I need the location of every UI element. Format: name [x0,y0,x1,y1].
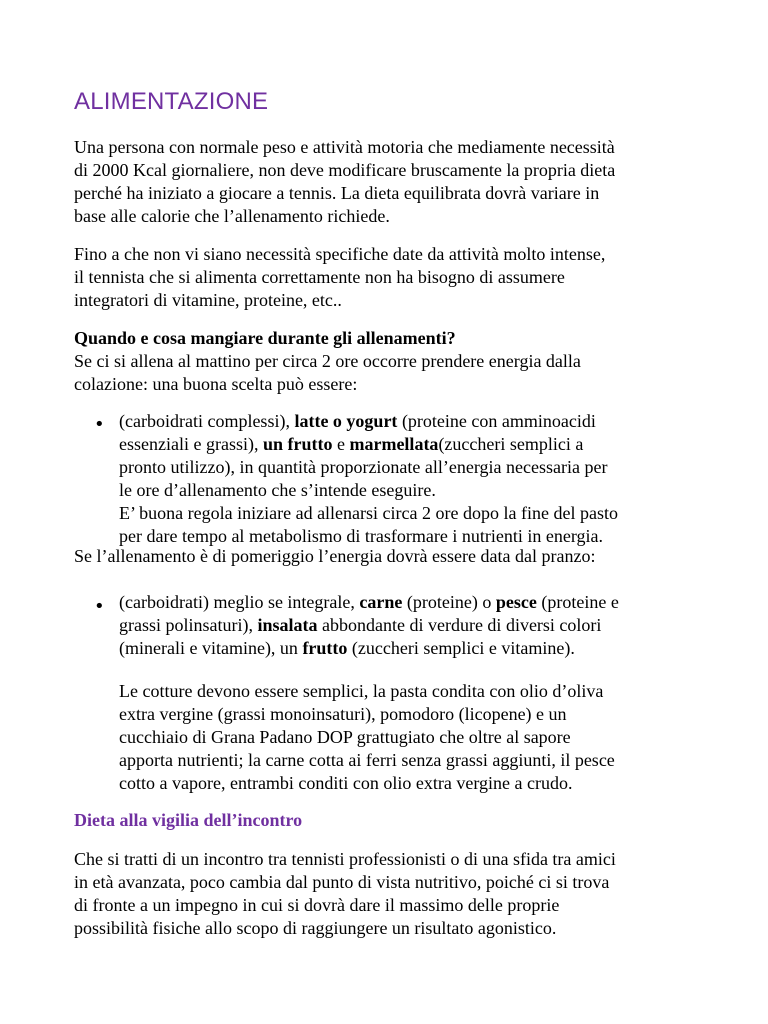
text-line: Una persona con normale peso e attività motoria che mediamente necessità [74,137,615,157]
page-title: ALIMENTAZIONE [74,88,269,115]
highlight-text: frutto [302,638,348,658]
text-line: cotto a vapore, entrambi conditi con olio extra vergine a crudo. [119,773,573,793]
text-line: (carboidrati) meglio se integrale, carne (proteine) o pesce (proteine e [119,592,619,612]
text-line: Le cotture devono essere semplici, la pasta condita con olio d’oliva [119,681,604,701]
text-line: (minerali e vitamine), un frutto (zuccheri semplici e vitamine). [119,638,575,658]
highlight-text: un frutto [262,434,333,454]
text-line: pronto utilizzo), in quantità proporzionate all’energia necessaria per [119,457,608,477]
highlight-text: carne [359,592,403,612]
text-line: perché ha iniziato a giocare a tennis. La dieta equilibrata dovrà variare in [74,183,600,203]
text-line: grassi polinsaturi), insalata abbondante di verdure di diversi colori [119,615,602,635]
text-line: cucchiaio di Grana Padano DOP grattugiato che oltre al sapore [119,727,571,747]
text-line: le ore d’allenamento che s’intende eseguire. [119,480,436,500]
text-line: di 2000 Kcal giornaliere, non deve modificare bruscamente la propria dieta [74,160,616,180]
text-line: di fronte a un impegno in cui si dovrà dare il massimo delle proprie [74,895,560,915]
highlight-text: pesce [495,592,537,612]
lunch-list-item [119,591,759,660]
text-line: possibilità fisiche allo scopo di raggiungere un risultato agonistico. [74,918,557,938]
bullet-icon: • [94,596,105,617]
text-line: il tennista che si alimenta correttamente non ha bisogno di assumere [74,267,565,287]
text-line: Fino a che non vi siano necessità specifiche date da attività molto intense, [74,244,606,264]
supplements-paragraph [74,243,714,312]
bullet-icon: • [94,414,105,435]
text-line: apporta nutrienti; la carne cotta ai ferri senza grassi aggiunti, il pesce [119,750,615,770]
text-line: E’ buona regola iniziare ad allenarsi circa 2 ore dopo la fine del pasto [119,503,618,523]
highlight-text: insalata [257,615,318,635]
text-line: per dare tempo al metabolismo di trasformare i nutrienti in energia. [119,526,604,546]
text-line: base alle calorie che l’allenamento richiede. [74,206,390,226]
section-heading: Dieta alla vigilia dell’incontro [74,810,303,830]
highlight-text: latte o yogurt [294,411,398,431]
cooking-paragraph [119,680,759,795]
text-line: Che si tratti di un incontro tra tennisti professionisti o di una sfida tra amici [74,849,616,869]
text-line: extra vergine (grassi monoinsaturi), pomodoro (licopene) e un [119,704,567,724]
intro-paragraph [74,136,714,228]
match-eve-paragraph [74,848,714,940]
text-line: in età avanzata, poco cambia dal punto di vista nutritivo, poiché ci si trova [74,872,610,892]
text-line: integratori di vitamine, proteine, etc.. [74,290,342,310]
text-line: Se ci si allena al mattino per circa 2 ore occorre prendere energia dalla [74,351,581,371]
breakfast-list-item [119,410,759,548]
text-line: (carboidrati complessi), latte o yogurt (proteine con amminoacidi [119,411,596,431]
highlight-text: marmellata [349,434,439,454]
training-section [74,327,714,396]
text-line: colazione: una buona scelta può essere: [74,374,358,394]
section-heading: Quando e cosa mangiare durante gli allenamenti? [74,328,456,348]
afternoon-paragraph: Se l’allenamento è di pomeriggio l’energia dovrà essere data dal pranzo: [74,546,596,566]
text-line: essenziali e grassi), un frutto e marmellata(zuccheri semplici a [119,434,584,454]
